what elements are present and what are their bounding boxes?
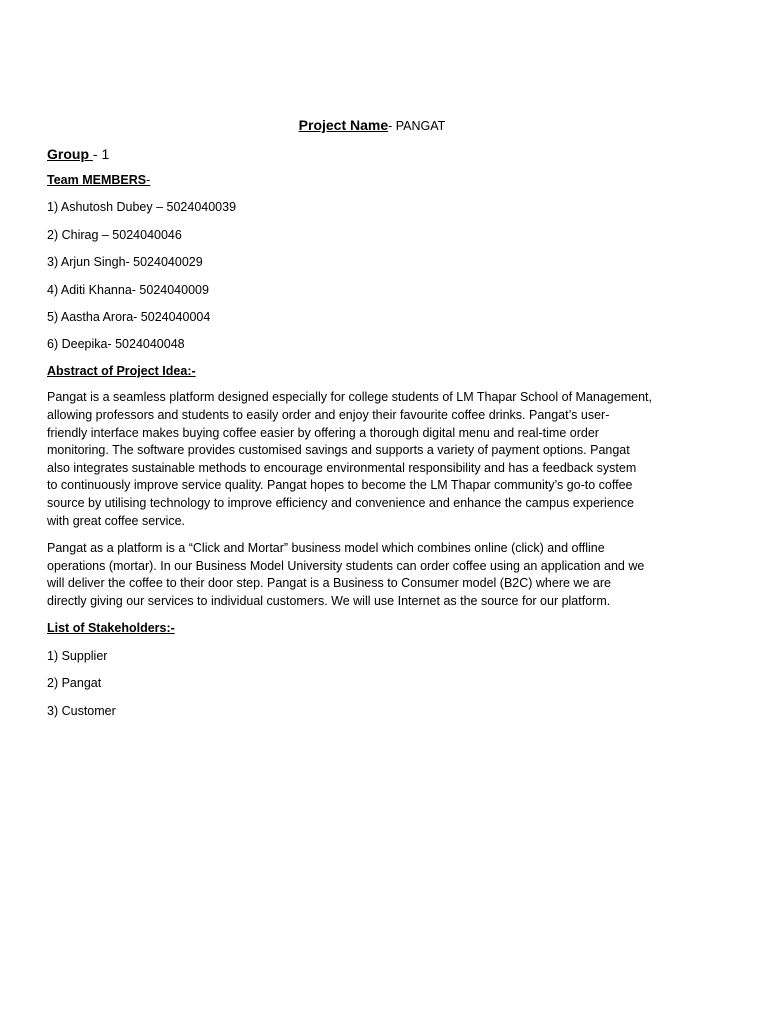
abstract-paragraph-1 [47,389,677,530]
paragraph-line: also integrates sustainable methods to encourage environmental responsibility and has a feedback system [47,460,637,475]
project-name-value: - PANGAT [388,119,446,133]
group-value: - 1 [92,146,110,162]
project-name-label: Project Name [298,117,389,133]
paragraph-line: source by utilising technology to improve efficiency and convenience and enhance the campus experience [47,495,634,510]
paragraph-line: Pangat as a platform is a “Click and Mortar” business model which combines online (click) and offline [47,541,605,556]
paragraph-line: with great coffee service. [47,513,186,528]
team-member: 2) Chirag – 5024040046 [47,227,182,242]
document-body [47,115,677,719]
paragraph-line: directly giving our services to individual customers. We will use Internet as the source for our platform. [47,593,611,608]
team-members-heading-text: Team MEMBERS [47,173,147,187]
team-members-heading [47,172,677,188]
team-member: 4) Aditi Khanna- 5024040009 [47,282,209,297]
team-member: 1) Ashutosh Dubey – 5024040039 [47,200,237,215]
paragraph-line: allowing professors and students to easily order and enjoy their favourite coffee drinks. Pangat’s user- [47,407,610,422]
paragraph-line: monitoring. The software provides customised savings and supports a variety of payment options. Pangat [47,443,630,458]
group-label: Group [47,146,93,162]
team-member: 3) Arjun Singh- 5024040029 [47,255,203,270]
team-member: 6) Deepika- 5024040048 [47,337,185,352]
paragraph-line: Pangat is a seamless platform designed especially for college students of LM Thapar School of Management, [47,390,652,405]
stakeholders-heading: List of Stakeholders:- [47,621,175,636]
stakeholders-list [47,648,677,719]
paragraph-line: will deliver the coffee to their door step. Pangat is a Business to Consumer model (B2C) where we are [47,576,611,591]
stakeholder-item: 3) Customer [47,703,116,718]
stakeholder-item: 2) Pangat [47,676,102,691]
paragraph-line: operations (mortar). In our Business Model University students can order coffee using an application and we [47,558,645,573]
team-member: 5) Aastha Arora- 5024040004 [47,309,211,324]
paragraph-line: friendly interface makes buying coffee easier by offering a thorough digital menu and real-time order [47,425,599,440]
abstract-heading: Abstract of Project Idea:- [47,364,196,379]
project-title-line [67,115,677,136]
abstract-paragraph-2 [47,540,677,610]
group-line [47,145,677,163]
paragraph-line: to continuously improve service quality. Pangat hopes to become the LM Thapar community’s go-to coffee [47,478,633,493]
team-members-list [47,199,677,352]
team-members-heading-suffix: - [146,173,151,187]
stakeholder-item: 1) Supplier [47,648,108,663]
